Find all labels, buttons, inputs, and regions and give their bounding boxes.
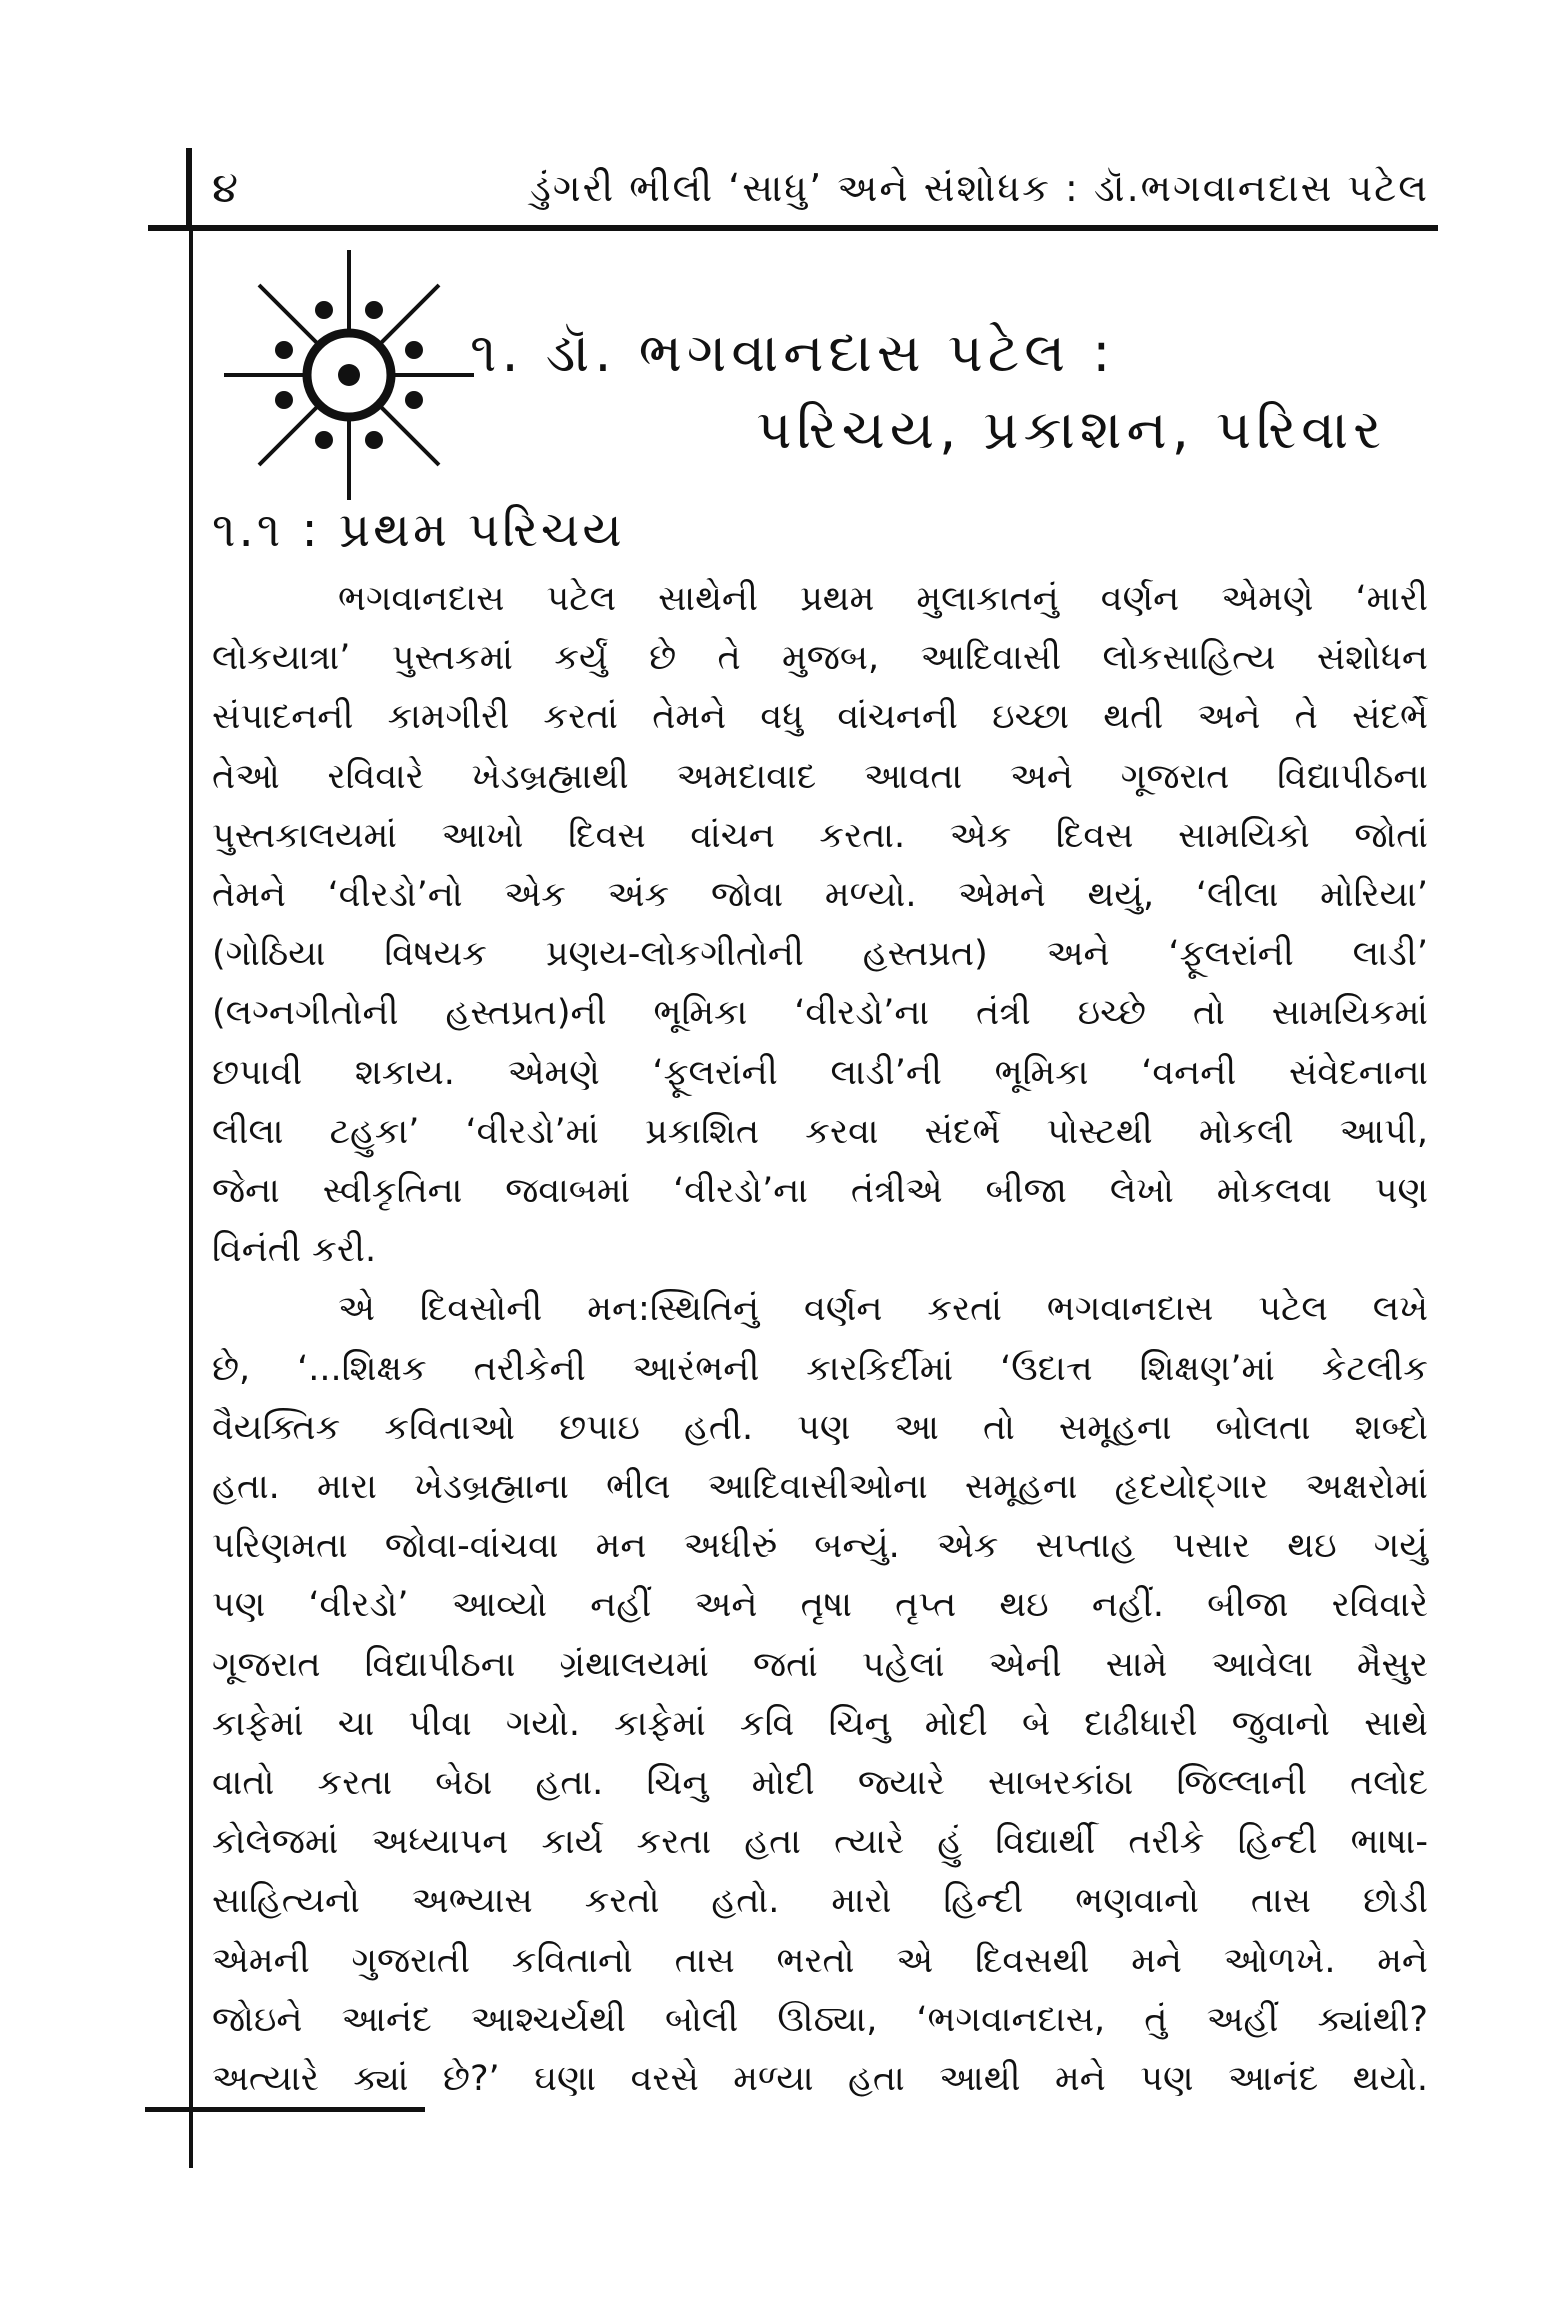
text-line: કાફેમાં ચા પીવા ગયો. કાફેમાં કવિ ચિનુ મોદી બે દાઢીધારી જુવાનો સાથે [212,1703,1428,1744]
sun-ornament-icon [224,250,474,500]
text-line: કોલેજમાં અધ્યાપન કાર્ય કરતા હતા ત્યારે હું વિદ્યાર્થી તરીકે હિન્દી ભાષા- [212,1822,1428,1863]
text-line: લોકયાત્રા’ પુસ્તકમાં કર્યું છે તે મુજબ, આદિવાસી લોકસાહિત્ય સંશોધન [212,638,1428,679]
text-line: સંપાદનની કામગીરી કરતાં તેમને વધુ વાંચનની ઇચ્છા થતી અને તે સંદર્ભે [212,697,1428,738]
text-line: લીલા ટહુકા’ ‘વીરડો’માં પ્રકાશિત કરવા સંદર્ભે પોસ્ટથી મોકલી આપી, [212,1111,1428,1152]
text-line: ભગવાનદાસ પટેલ સાથેની પ્રથમ મુલાકાતનું વર્ણન એમણે ‘મારી [338,579,1428,619]
text-line: પણ ‘વીરડો’ આવ્યો નહીં અને તૃષા તૃપ્ત થઇ નહીં. બીજા રવિવારે [212,1585,1428,1626]
paragraph [212,1280,1428,2109]
text-line: જેના સ્વીકૃતિના જવાબમાં ‘વીરડો’ના તંત્રીએ બીજા લેખો મોકલવા પણ [212,1171,1428,1212]
text-line: (લગ્નગીતોની હસ્તપ્રત)ની ભૂમિકા ‘વીરડો’ના તંત્રી ઇચ્છે તો સામયિકમાં [212,993,1428,1034]
text-line: હતા. મારા ખેડબ્રહ્માના ભીલ આદિવાસીઓના સમૂહના હૃદયોદ્ગાર અક્ષરોમાં [212,1467,1428,1508]
chapter-title: ૧. ડૉ. ભગવાનદાસ પટેલ : [470,321,1116,384]
text-line: પરિણમતા જોવા-વાંચવા મન અધીરું બન્યું. એક સપ્તાહ પસાર થઇ ગયું [212,1526,1428,1567]
section-heading: ૧.૧ : પ્રથમ પરિચય [212,502,625,558]
text-line: એમની ગુજરાતી કવિતાનો તાસ ભરતો એ દિવસથી મને ઓળખે. મને [212,1940,1428,1981]
text-line: સાહિત્યનો અભ્યાસ કરતો હતો. મારો હિન્દી ભણવાનો તાસ છોડી [212,1881,1428,1922]
text-line: જોઇને આનંદ આશ્ચર્યથી બોલી ઊઠ્યા, ‘ભગવાનદાસ, તું અહીં ક્યાંથી? [212,1999,1428,2040]
text-line: વાતો કરતા બેઠા હતા. ચિનુ મોદી જ્યારે સાબરકાંઠા જિલ્લાની તલોદ [212,1763,1428,1804]
text-line: વિનંતી કરી. [212,1230,377,1271]
text-line: વૈયક્તિક કવિતાઓ છપાઇ હતી. પણ આ તો સમૂહના બોલતા શબ્દો [212,1407,1428,1448]
header-rule [148,225,1438,231]
running-head: ડુંગરી ભીલી ‘સાધુ’ અને સંશોધક : ડૉ.ભગવાનદાસ પટેલ [530,166,1430,210]
text-line: છપાવી શકાય. એમણે ‘ફૂલરાંની લાડી’ની ભૂમિકા ‘વનની સંવેદનાના [212,1052,1428,1093]
paragraph [212,570,1428,1280]
body-text [212,570,1428,2109]
text-line: તેઓ રવિવારે ખેડબ્રહ્માથી અમદાવાદ આવતા અને ગૂજરાત વિદ્યાપીઠના [212,756,1428,797]
margin-rule-top [186,148,192,228]
text-line: તેમને ‘વીરડો’નો એક અંક જોવા મળ્યો. એમને થયું, ‘લીલા મોરિયા’ [212,875,1428,916]
text-line: પુસ્તકાલયમાં આખો દિવસ વાંચન કરતા. એક દિવસ સામયિકો જોતાં [212,815,1428,856]
text-line: એ દિવસોની મન:સ્થિતિનું વર્ણન કરતાં ભગવાનદાસ પટેલ લખે [338,1289,1428,1330]
text-line: (ગોઠિયા વિષયક પ્રણય-લોકગીતોની હસ્તપ્રત) અને ‘ફૂલરાંની લાડી’ [212,934,1428,975]
text-line: છે, ‘...શિક્ષક તરીકેની આરંભની કારકિર્દીમાં ‘ઉદાત્ત શિક્ષણ’માં કેટલીક [212,1348,1428,1389]
text-line: અત્યારે ક્યાં છે?’ ઘણા વરસે મળ્યા હતા આથી મને પણ આનંદ થયો. [212,2059,1428,2100]
text-line: ગૂજરાત વિદ્યાપીઠના ગ્રંથાલયમાં જતાં પહેલાં એની સામે આવેલા મૈસુર [212,1644,1428,1685]
page-number: ૪ [212,163,239,212]
margin-rule-vertical [189,228,193,2168]
chapter-subtitle: પરિચય, પ્રકાશન, પરિવાર [756,398,1386,461]
